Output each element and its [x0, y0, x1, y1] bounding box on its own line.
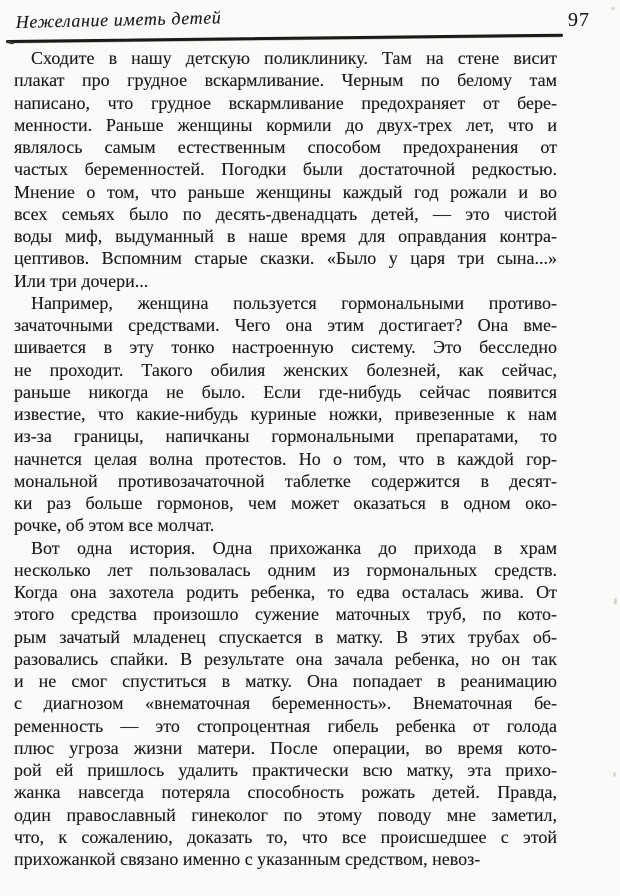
page-body: [14, 47, 557, 870]
text-line: всех семьях было по десять-двенадцать детей, — это чистой: [14, 203, 557, 224]
text-line: что, к сожалению, доказать то, что все происшедшее с этой: [14, 826, 557, 847]
scan-artifact: [611, 7, 615, 10]
text-line: ременность — это стопроцентная гибель ребенка от голода: [14, 715, 557, 736]
paragraph: [14, 537, 557, 871]
text-line: и не смог спуститься в матку. Она попадает в реанимацию: [14, 671, 557, 691]
text-line: из-за границы, напичканы гормональными препаратами, то: [14, 426, 557, 447]
text-line: менности. Раньше женщины кормили до двух-трех лет, что и: [14, 114, 557, 135]
text-line: известие, что какие-нибудь куриные ножки, привезенные к нам: [14, 404, 557, 424]
text-line: Мнение о том, что раньше женщины каждый год рожали и во: [14, 181, 557, 202]
text-line: Вот одна история. Одна прихожанка до прихода в храм: [31, 537, 557, 558]
running-title: Нежелание иметь детей: [15, 7, 222, 33]
text-line: частых беременностей. Погодки были достаточной редкостью.: [14, 159, 557, 180]
paragraph: [14, 292, 557, 537]
text-line: этого средства произошло сужение маточных труб, по кото-: [14, 604, 557, 625]
text-line: несколько лет пользовалась одним из гормональных средств.: [14, 559, 557, 580]
text-line: разовались спайки. В результате она зачала ребенка, но он так: [14, 648, 557, 669]
text-line: один православный гинеколог по этому поводу мне заметил,: [14, 804, 557, 825]
scan-artifact: [613, 772, 616, 777]
text-line: ки раз больше гормонов, чем может оказаться в одном око-: [14, 493, 557, 513]
text-line: рой ей пришлось удалить практически всю матку, эта прихо-: [14, 760, 557, 780]
text-line: написано, что грудное вскармливание предохраняет от бере-: [14, 92, 557, 113]
header-rule: [6, 34, 563, 43]
text-line: мональной противозачаточной таблетке содержится в десят-: [14, 470, 557, 491]
text-line: не проходит. Такого обилия женских болезней, как сейчас,: [14, 359, 557, 380]
text-line: начнется целая волна протестов. Но о том, что в каждой гор-: [14, 448, 557, 469]
text-line: прихожанкой связано именно с указанным средством, невоз-: [14, 849, 481, 869]
text-line: зачаточными средствами. Чего она этим достигает? Она вме-: [14, 315, 557, 335]
text-line: жанка навсегда потеряла способность рожать детей. Правда,: [14, 782, 557, 803]
text-line: Или три дочери...: [14, 270, 149, 291]
text-line: Когда она захотела родить ребенка, то едва осталась жива. От: [14, 582, 557, 602]
text-line: рым зачатый младенец спускается в матку. В этих трубах об-: [14, 626, 557, 647]
page-number: 97: [568, 9, 590, 31]
scan-artifact: [614, 598, 617, 605]
text-line: Например, женщина пользуется гормональными противо-: [31, 292, 557, 313]
text-line: с диагнозом «внематочная беременность». Внематочная бе-: [14, 693, 557, 714]
text-line: плакат про грудное вскармливание. Черным по белому там: [14, 70, 557, 91]
text-line: Сходите в нашу детскую поликлинику. Там на стене висит: [31, 48, 557, 68]
text-line: являлось самым естественным способом предохранения от: [14, 137, 557, 157]
paragraph: [14, 47, 557, 292]
text-line: плюс угроза жизни матери. После операции, во время кото-: [14, 737, 557, 758]
text-line: рочке, об этом все молчат.: [14, 515, 215, 536]
text-line: цептивов. Вспомним старые сказки. «Было у царя три сына...»: [14, 248, 557, 269]
text-line: воды миф, выдуманный в наше время для оправдания контра-: [14, 226, 557, 246]
text-line: раньше никогда не было. Если где-нибудь сейчас появится: [14, 381, 557, 402]
text-line: шивается в эту тонко настроенную систему. Это бесследно: [14, 337, 557, 358]
